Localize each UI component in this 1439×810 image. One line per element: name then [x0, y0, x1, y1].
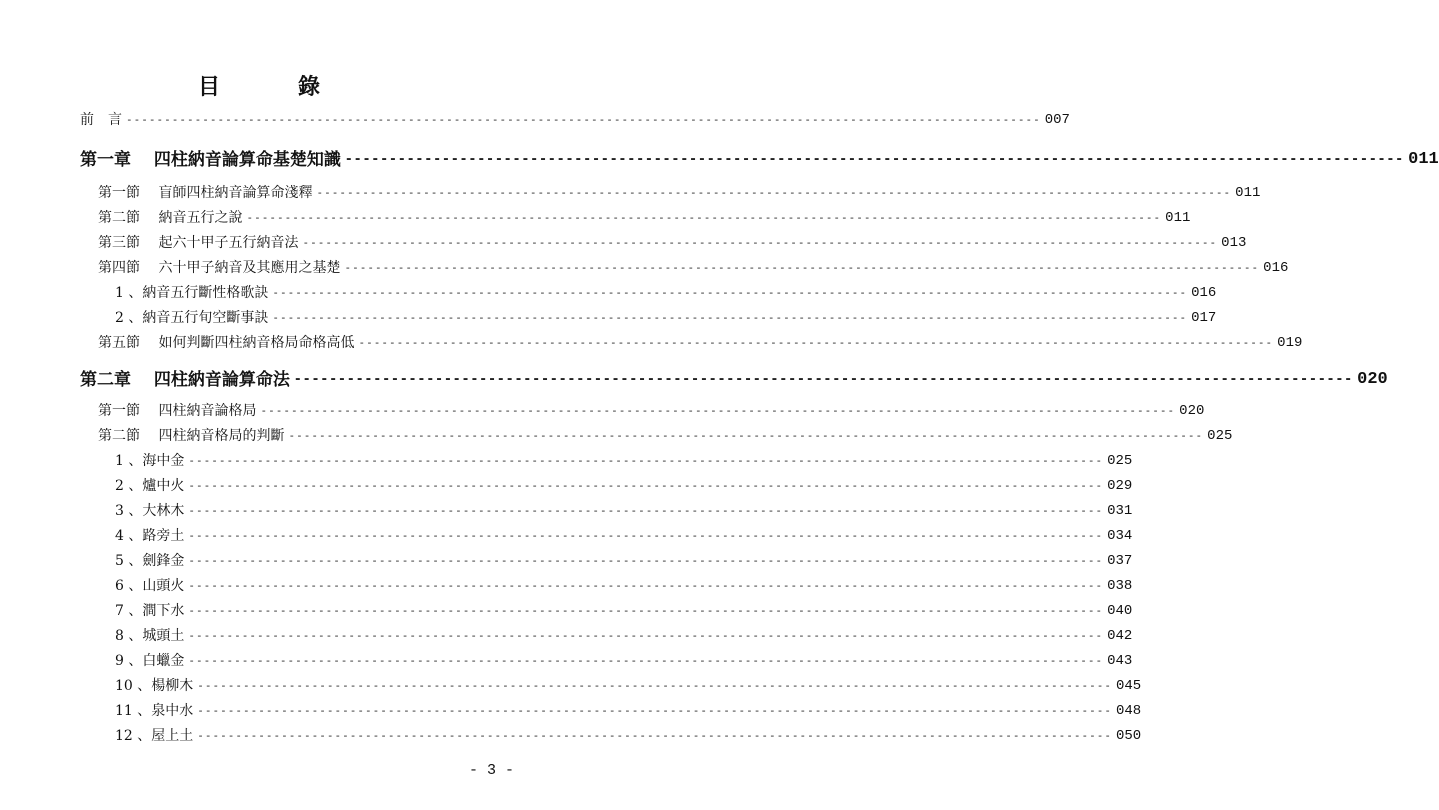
dot-leader: ------------------------------------------------------------------------------------------------------------------------ — [302, 236, 1218, 249]
toc-entry-label: 1 、海中金 — [115, 453, 185, 469]
toc-page-number: 007 — [1044, 112, 1070, 128]
dot-leader: ------------------------------------------------------------------------------------------------------------------------ — [197, 704, 1112, 717]
dot-leader: ------------------------------------------------------------------------------------------------------------------------ — [344, 152, 1405, 167]
toc-item-row — [115, 451, 1133, 471]
toc-page-number: 017 — [1191, 310, 1217, 326]
toc-page-number: 043 — [1107, 653, 1133, 669]
dot-leader: ------------------------------------------------------------------------------------------------------------------------ — [188, 654, 1104, 667]
dot-leader: ------------------------------------------------------------------------------------------------------------------------ — [272, 286, 1188, 299]
dot-leader: ------------------------------------------------------------------------------------------------------------------------ — [246, 211, 1162, 224]
toc-entry-label: 11 、泉中水 — [115, 703, 194, 719]
toc-entry-label: 2 、爐中火 — [115, 478, 185, 494]
toc-item-row — [115, 501, 1133, 521]
toc-page-number: 011 — [1408, 150, 1439, 169]
toc-item-row — [115, 576, 1133, 596]
dot-leader: ------------------------------------------------------------------------------------------------------------------------ — [197, 679, 1112, 692]
dot-leader: ------------------------------------------------------------------------------------------------------------------------ — [126, 113, 1041, 126]
toc-page-number: 034 — [1107, 528, 1133, 544]
toc-page-number: 020 — [1357, 370, 1388, 389]
toc-item-row — [115, 726, 1142, 746]
toc-entry-label: 1 、納音五行斷性格歌訣 — [115, 285, 269, 301]
toc-section-row — [98, 233, 1247, 253]
page-title: 目 錄 — [197, 75, 348, 100]
toc-section-row — [98, 258, 1289, 278]
toc-section-row — [98, 183, 1261, 203]
toc-page-number: 031 — [1107, 503, 1133, 519]
dot-leader: ------------------------------------------------------------------------------------------------------------------------ — [344, 261, 1260, 274]
toc-preface-row — [80, 110, 1070, 130]
dot-leader: ------------------------------------------------------------------------------------------------------------------------ — [188, 454, 1104, 467]
toc-page-number: 038 — [1107, 578, 1133, 594]
dot-leader: ------------------------------------------------------------------------------------------------------------------------ — [188, 529, 1104, 542]
toc-item-row — [115, 476, 1133, 496]
toc-entry-label: 2 、納音五行旬空斷事訣 — [115, 310, 269, 326]
toc-item-row — [115, 626, 1133, 646]
toc-chapter-row — [80, 370, 1388, 390]
toc-entry-label: 5 、劍鋒金 — [115, 553, 185, 569]
toc-page-number: 013 — [1221, 235, 1247, 251]
toc-page-number: 020 — [1179, 403, 1205, 419]
toc-entry-label: 第二節 納音五行之說 — [98, 210, 243, 226]
toc-entry-label: 6 、山頭火 — [115, 578, 185, 594]
toc-entry-label: 12 、屋上土 — [115, 728, 194, 744]
toc-section-row — [98, 426, 1233, 446]
toc-item-row — [115, 651, 1133, 671]
toc-entry-label: 9 、白蠟金 — [115, 653, 185, 669]
toc-item-row — [115, 283, 1217, 303]
toc-section-row — [98, 401, 1205, 421]
toc-page-number: 011 — [1165, 210, 1191, 226]
toc-entry-label: 前 言 — [80, 112, 122, 128]
toc-entry-label: 第四節 六十甲子納音及其應用之基楚 — [98, 260, 341, 276]
toc-page-number: 050 — [1115, 728, 1142, 744]
dot-leader: ------------------------------------------------------------------------------------------------------------------------ — [288, 429, 1204, 442]
toc-item-row — [115, 308, 1217, 328]
toc-section-row — [98, 333, 1303, 353]
toc-item-row — [115, 601, 1133, 621]
toc-entry-label: 第五節 如何判斷四柱納音格局命格高低 — [98, 335, 355, 351]
toc-page-number: 048 — [1115, 703, 1142, 719]
toc-entry-label: 10 、楊柳木 — [115, 678, 194, 694]
dot-leader: ------------------------------------------------------------------------------------------------------------------------ — [188, 629, 1104, 642]
toc-page-number: 045 — [1115, 678, 1142, 694]
dot-leader: ------------------------------------------------------------------------------------------------------------------------ — [188, 579, 1104, 592]
toc-chapter-row — [80, 150, 1439, 170]
toc-item-row — [115, 701, 1142, 721]
toc-entry-label: 第二章 四柱納音論算命法 — [80, 370, 290, 390]
toc-page-number: 025 — [1207, 428, 1233, 444]
toc-entry-label: 第一節 四柱納音論格局 — [98, 403, 257, 419]
dot-leader: ------------------------------------------------------------------------------------------------------------------------ — [197, 729, 1112, 742]
toc-page-number: 029 — [1107, 478, 1133, 494]
dot-leader: ------------------------------------------------------------------------------------------------------------------------ — [272, 311, 1188, 324]
toc-entry-label: 8 、城頭土 — [115, 628, 185, 644]
dot-leader: ------------------------------------------------------------------------------------------------------------------------ — [188, 479, 1104, 492]
toc-item-row — [115, 526, 1133, 546]
toc-page-number: 037 — [1107, 553, 1133, 569]
dot-leader: ------------------------------------------------------------------------------------------------------------------------ — [260, 404, 1176, 417]
toc-page-number: 011 — [1235, 185, 1261, 201]
toc-entry-label: 4 、路旁土 — [115, 528, 185, 544]
toc-entry-label: 第二節 四柱納音格局的判斷 — [98, 428, 285, 444]
toc-page-number: 019 — [1277, 335, 1303, 351]
toc-page-number: 025 — [1107, 453, 1133, 469]
page-number: - 3 - — [468, 762, 514, 779]
toc-section-row — [98, 208, 1191, 228]
toc-item-row — [115, 551, 1133, 571]
dot-leader: ------------------------------------------------------------------------------------------------------------------------ — [358, 336, 1274, 349]
dot-leader: ------------------------------------------------------------------------------------------------------------------------ — [188, 504, 1104, 517]
dot-leader: ------------------------------------------------------------------------------------------------------------------------ — [316, 186, 1232, 199]
toc-page-number: 042 — [1107, 628, 1133, 644]
toc-page-number: 016 — [1263, 260, 1289, 276]
toc-entry-label: 7 、澗下水 — [115, 603, 185, 619]
dot-leader: ------------------------------------------------------------------------------------------------------------------------ — [293, 372, 1354, 387]
toc-page-number: 016 — [1191, 285, 1217, 301]
toc-entry-label: 3 、大林木 — [115, 503, 185, 519]
toc-item-row — [115, 676, 1142, 696]
toc-entry-label: 第一節 盲師四柱納音論算命淺釋 — [98, 185, 313, 201]
dot-leader: ------------------------------------------------------------------------------------------------------------------------ — [188, 554, 1104, 567]
toc-page-number: 040 — [1107, 603, 1133, 619]
toc-entry-label: 第三節 起六十甲子五行納音法 — [98, 235, 299, 251]
dot-leader: ------------------------------------------------------------------------------------------------------------------------ — [188, 604, 1104, 617]
toc-entry-label: 第一章 四柱納音論算命基楚知識 — [80, 150, 341, 170]
